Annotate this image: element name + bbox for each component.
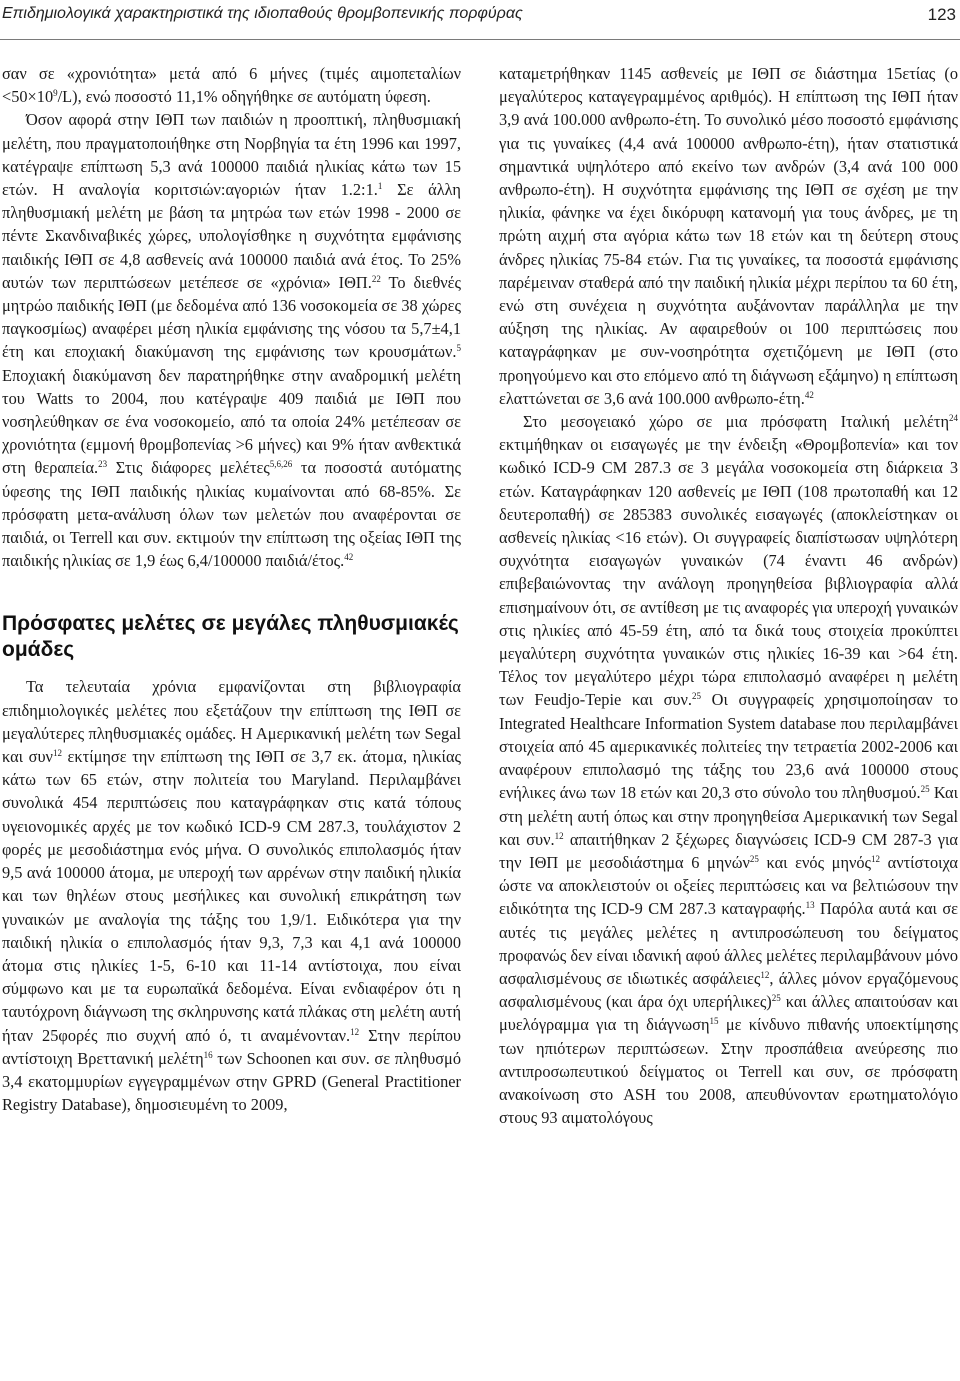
paragraph: Τα τελευταία χρόνια εμφανίζονται στη βιβλιογραφία επιδημιολογικές μελέτες που εξετάζουν την επίπτωση της ΙΘΠ σε μεγαλύτερες πληθυσμιακές ομάδες. Η Αμερικανική μελέτη των Segal και συν$^{12}$ εκτίμησε την επίπτωση της ΙΘΠ σε 3,7 εκ. άτομα, ηλικίας κάτω των 65 ετών, στην πολιτεία του Maryland. Περιλαμβάνει συνολικά 454 περιπτώσεις που καταγράφηκαν στις κατά τόπους υγειονομικές αρχές με τον κωδικό ICD-9 CM 287.3, τουλάχιστον 2 φορές με μεσοδιάστημα ενός μήνα. Ο συνολικός επιπολασμός ήταν 9,5 ανά 100000 άτομα, με υπεροχή των αρρένων στην παιδική ηλικία και των θηλέων στους μεσήλικες και συνολική επικράτηση των γυναικών με αναλογία της τάξης του 1,9/1. Ειδικότερα για την παιδική ηλικία ο επιπολασμός ήταν 9,3, 7,3 και 4,1 ανά 100000 άτομα στις ηλικίες 1-5, 6-10 και 11-14 αντίστοιχα, που είναι σύμφωνο και με τα ευρωπαϊκά δεδομένα. Είναι ενδιαφέρον ότι η ταυτόχρονη διάγνωση της σκληρυνσης κατά πλάκας στη μελέτη αυτή ήταν 25φορές πιο συχνή από ό, τι αναμένονταν.$^{12}$ Στην περίπου αντίστοιχη Βρεττανική μελέτη$^{16}$ των Schoonen και συν. σε πληθυσμό 3,4 εκατομμυρίων εγγεγραμμένων στην GPRD (General Practitioner Registry Database), δημοσιευμένη το 2009, — [2, 677, 461, 1115]
citation: 12 — [871, 853, 881, 864]
citation: 5 — [456, 343, 461, 354]
section-heading: Πρόσφατες μελέτες σε μεγάλες πληθυσμιακές ομάδες — [2, 612, 459, 662]
citation: 13 — [805, 900, 815, 911]
citation: 1 — [377, 181, 383, 192]
citation: 23 — [98, 459, 108, 470]
right-column — [499, 62, 958, 1377]
citation: 42 — [804, 389, 814, 400]
citation: 22 — [371, 273, 381, 284]
citation: 5,6,26 — [269, 459, 293, 470]
running-header — [0, 0, 960, 40]
page-number: 123 — [927, 5, 956, 24]
paragraph: σαν σε «χρονιότητα» μετά από 6 μήνες (τιμές $\alpha\iota\mu o\pi\varepsilon\tau\alpha\lambda ί\omega\nu <50\times 10^9/L$), ενώ ποσοστό 11,1% οδηγήθηκε σε αυτόματη ύφεση. — [2, 64, 461, 107]
citation: 12 — [350, 1026, 360, 1037]
paragraph: Όσον αφορά στην ΙΘΠ των παιδιών η προοπτική, πληθυσμιακή μελέτη, που πραγματοποιήθηκε στη Νορβηγία τα έτη 1996 και 1997, κατέγραψε επίπτωση 5,3 ανά 100000 παιδιά ηλικίας κάτω των 15 ετών. Η αναλογία κοριτσιών:αγοριών ήταν 1.2:1.$^1$ Σε άλλη πληθυσμιακή μελέτη με βάση τα μητρώα των ετών 1998 - 2000 σε πέντε Σκανδιναβικές χώρες, υπολογίσθηκε η συχνότητα εμφάνισης παιδικής ΙΘΠ σε 4,8 ασθενείς ανά 100000 παιδιά ανά έτος. Το 25% αυτών των περιπτώσεων μετέπεσε σε «χρόνια» ΙΘΠ.$^{22}$ Το διεθνές μητρώο παιδικής ΙΘΠ (με δεδομένα από 136 νοσοκομεία σε 38 χώρες παγκοσμίως) αναφέρει μέση ηλικία εμφάνισης της νόσου τα 5,7±4,1 έτη και εποχιακή διακύμανση της εμφάνισης των κρουσμάτων.$^5$ Εποχιακή διακύμανση δεν παρατηρήθηκε στην αναδρομική μελέτη του Watts το 2004, που κατέγραψε 409 παιδιά με ΙΘΠ που νοσηλεύθηκαν σε ένα νοσοκομείο, από τα οποία 24% μετέπεσαν σε χρονιότητα (εμμονή θρομβοπενίας >6 μήνες) και 9% ήταν ανθεκτικά στη θεραπεία.$^{23}$ Στις διάφορες μελέτες$^{5,6,26}$ τα ποσοστά αυτόματης ύφεσης της ΙΘΠ παιδικής ηλικίας κυμαίνονται από 68-85%. Σε πρόσφατη μετα-ανάλυση όλων των μελετών που αναφέρονται σε παιδιά, οι Terrell και συν. εκτιμούν την επίπτωση της οξείας ΙΘΠ της παιδικής ηλικίας σε 1,9 έως 6,4/100000 παιδιά/έτος.$^{42}$ — [2, 110, 461, 571]
left-column — [2, 62, 461, 1377]
citation: 24 — [949, 413, 958, 424]
paragraph: καταμετρήθηκαν 1145 ασθενείς με ΙΘΠ σε διάστημα 15ετίας (ο μεγαλύτερος καταγεγραμμένος αριθμός). Η επίπτωση της ΙΘΠ ήταν 3,9 ανά 100.000 ανθρωπο-έτη. Το συνολικό μέσο ποσοστό εμφάνισης για τις γυναίκες (4,4 ανά 100000 ανθρωπο-έτη), ήταν στατιστικά σημαντικά υψηλότερο από εκείνο των ανδρών (3,4 ανά 100 000 ανθρωπο-έτη). Η συχνότητα εμφάνισης της ΙΘΠ σε σχέση με την ηλικία, φάνηκε να έχει δικόρυφη κατανομή για τους άνδρες, με τη πρώτη αιχμή στα αγόρια κάτω των 18 ετών και τη δεύτερη στους άνδρες ηλικίας 75-84 ετών. Για τις γυναίκες, τα ποσοστά εμφάνισης παρέμειναν σταθερά από την παιδική ηλικία μέχρι περίπου τα 60 έτη, ενώ στη συνέχεια η συχνότητα αυξάνονταν παράλληλα με την αύξηση της ηλικίας. Αν αφαιρεθούν οι 100 περιπτώσεις που καταγράφηκαν με συν-νοσηρότητα σχετιζόμενη με ΙΘΠ (στο προηγούμενο και στο επόμενο από τη διάγνωση εξάμηνο) η επίπτωση ελαττώνεται σε 3,6 ανά 100.000 ανθρωπο-έτη.$^{42}$ — [499, 64, 958, 408]
citation: 16 — [203, 1049, 213, 1060]
citation: 12 — [52, 748, 62, 759]
citation: 25 — [920, 784, 930, 795]
citation: 15 — [709, 1016, 719, 1027]
citation: 25 — [771, 993, 781, 1004]
citation: 12 — [760, 969, 770, 980]
running-title: Επιδημιολογικά χαρακτηριστικά της ιδιοπαθούς θρομβοπενικής πορφύρας — [2, 5, 523, 22]
citation: 42 — [344, 552, 354, 563]
citation: 25 — [749, 853, 759, 864]
citation: 12 — [554, 830, 564, 841]
paragraph: Στο μεσογειακό χώρο σε μια πρόσφατη Ιταλική μελέτη$^{24}$ εκτιμήθηκαν οι εισαγωγές με την ένδειξη «Θρομβοπενία» και τον κωδικό ICD-9 CM 287.3 σε 3 μεγάλα νοσοκομεία στη διάρκεια 3 ετών. Καταγράφηκαν 120 ασθενείς με ΙΘΠ (108 πρωτοπαθή και 12 δευτεροπαθή) σε 285383 συνολικές εισαγωγές (αποκλείστηκαν οι ασθενείς ηλικίας <16 ετών). Οι συγγραφείς διαπίστωσαν υψηλότερη συχνότητα εισαγωγών γυναικών (74 έναντι 46 ανδρών) επιβεβαιώνοντας την ανάλογη προηγηθείσα βιβλιογραφία αλλά επισημαίνουν ότι, σε αντίθεση με τις αναφορές για υπεροχή γυναικών στις ηλικίες από 45-59 έτη, από τα δικά τους στοιχεία προκύπτει μεγαλύτερη συχνότητα γυναικών στις ηλικίες 16-39 και >64 έτη. Τέλος τον μεγαλύτερο μέχρι τώρα επιπολασμό αναφέρει η μελέτη των Feudjo-Tepie και συν.$^{25}$ Οι συγγραφείς χρησιμοποίησαν το Integrated Healthcare Information System database που περιλαμβάνει στοιχεία από 45 αμερικανικές πολιτείες την τετραετία 2002-2006 και αναφέρουν επιπολασμό της τάξης του 23,6 ανά 100000 στους ενήλικες άνω των 18 ετών και 20,3 στο σύνολο του πληθυσμού.$^{25}$ Και στη μελέτη αυτή όπως και στην προηγηθείσα Αμερικανική των Segal και συν.$^{12}$ απαιτήθηκαν 2 ξέχωρες διαγνώσεις ICD-9 CM 287-3 για την ΙΘΠ με μεσοδιάστημα 6 μηνών$^{25}$ και ενός μηνός$^{12}$ αντίστοιχα ώστε να αποκλειστούν οι οξείες περιπτώσεις και να βελτιώσουν την ειδικότητα της ICD-9 CM 287.3 καταγραφής.$^{13}$ Παρόλα αυτά και σε αυτές τις μεγάλες μελέτες η αντιπροσώπευση του δείγματος προφανώς δεν είναι ιδανική αφού άλλες μελέτες περιλαμβάνουν μόνο ασφαλισμένους σε ιδιωτικές ασφάλειες$^{12}$, άλλες μόνον εργαζόμενους ασφαλισμένους (και άρα όχι υπερήλικες)$^{25}$ και άλλες απαιτούσαν και μυελόγραμμα για τη διάγνωση$^{15}$ με κίνδυνο πιθανής υποεκτίμησης των ηπιότερων περιπτώσεων. Στην προσπάθεια ανεύρεσης πιο αντιπροσωπευτικού δείγματος οι Terrell και συν, σε πρόσφατη ανακοίνωση στο ASH του 2008, απευθύνονταν ερωτηματολόγιο στους 93 αιματολόγους — [499, 412, 958, 1128]
citation: 25 — [692, 691, 701, 702]
superscript: 9 — [53, 88, 58, 99]
